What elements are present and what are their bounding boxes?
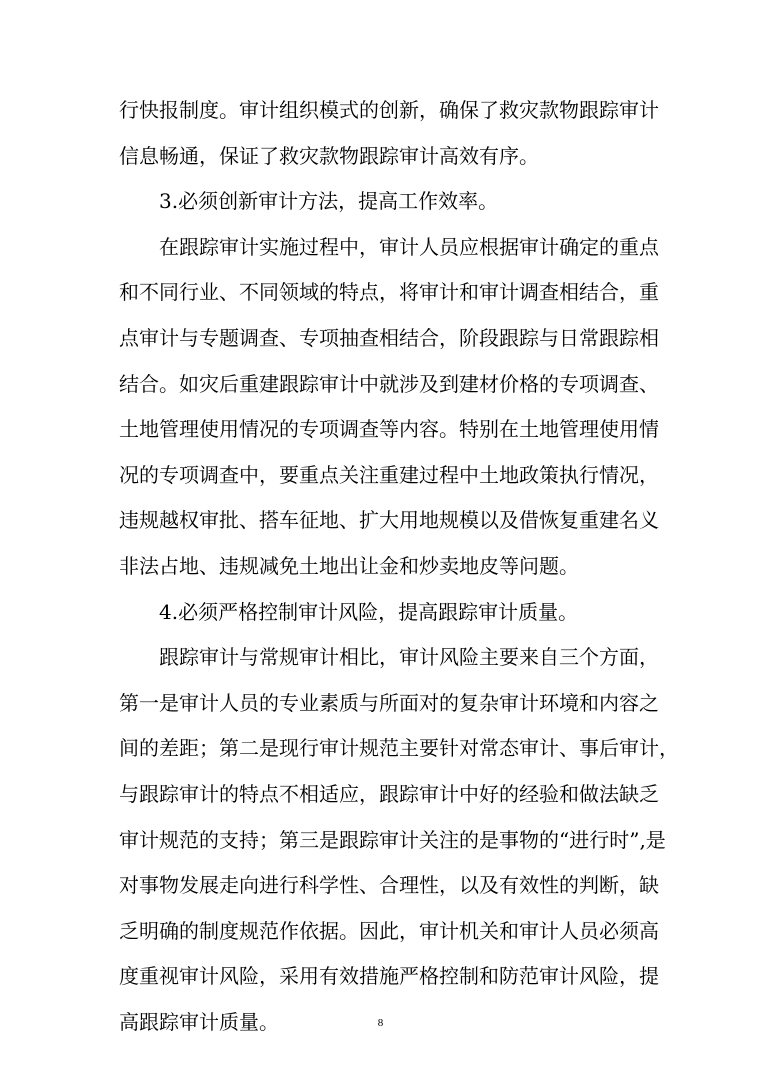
text-line: 土地管理使用情况的专项调查等内容。特别在土地管理使用情: [119, 417, 659, 442]
page-number: 8: [377, 1017, 384, 1029]
text-line: 度重视审计风险，采用有效措施严格控制和防范审计风险，提: [119, 964, 659, 989]
text-line: 点审计与专题调查、专项抽查相结合，阶段跟踪与日常跟踪相: [119, 325, 659, 350]
text-line: 与跟踪审计的特点不相适应，跟踪审计中好的经验和做法缺乏: [119, 781, 659, 806]
text-line: 违规越权审批、搭车征地、扩大用地规模以及借恢复重建名义: [119, 508, 659, 533]
section-heading: 3.必须创新审计方法，提高工作效率。: [159, 189, 499, 214]
text-line: 乏明确的制度规范作依据。因此，审计机关和审计人员必须高: [119, 918, 659, 943]
text-line: 况的专项调查中，要重点关注重建过程中土地政策执行情况，: [119, 462, 659, 487]
text-line: 和不同行业、不同领域的特点，将审计和审计调查相结合，重: [119, 280, 659, 305]
body-text: [119, 88, 679, 1045]
text-line: 信息畅通，保证了救灾款物跟踪审计高效有序。: [119, 143, 539, 168]
section-heading: 4.必须严格控制审计风险，提高跟踪审计质量。: [159, 599, 579, 624]
text-line: 在跟踪审计实施过程中，审计人员应根据审计确定的重点: [159, 234, 659, 259]
text-line: 跟踪审计与常规审计相比，审计风险主要来自三个方面，: [159, 645, 659, 670]
text-line: 间的差距；第二是现行审计规范主要针对常态审计、事后审计，: [119, 736, 679, 761]
text-line: 行快报制度。审计组织模式的创新，确保了救灾款物跟踪审计: [119, 98, 659, 122]
text-line: 对事物发展走向进行科学性、合理性，以及有效性的判断，缺: [119, 873, 659, 898]
text-line: 审计规范的支持；第三是跟踪审计关注的是事物的“进行时”,是: [119, 827, 666, 852]
text-line: 非法占地、违规减免土地出让金和炒卖地皮等问题。: [119, 553, 579, 578]
text-line: 结合。如灾后重建跟踪审计中就涉及到建材价格的专项调查、: [119, 371, 659, 396]
text-line: 第一是审计人员的专业素质与所面对的复杂审计环境和内容之: [119, 690, 659, 715]
text-line: 高跟踪审计质量。: [119, 1009, 279, 1034]
